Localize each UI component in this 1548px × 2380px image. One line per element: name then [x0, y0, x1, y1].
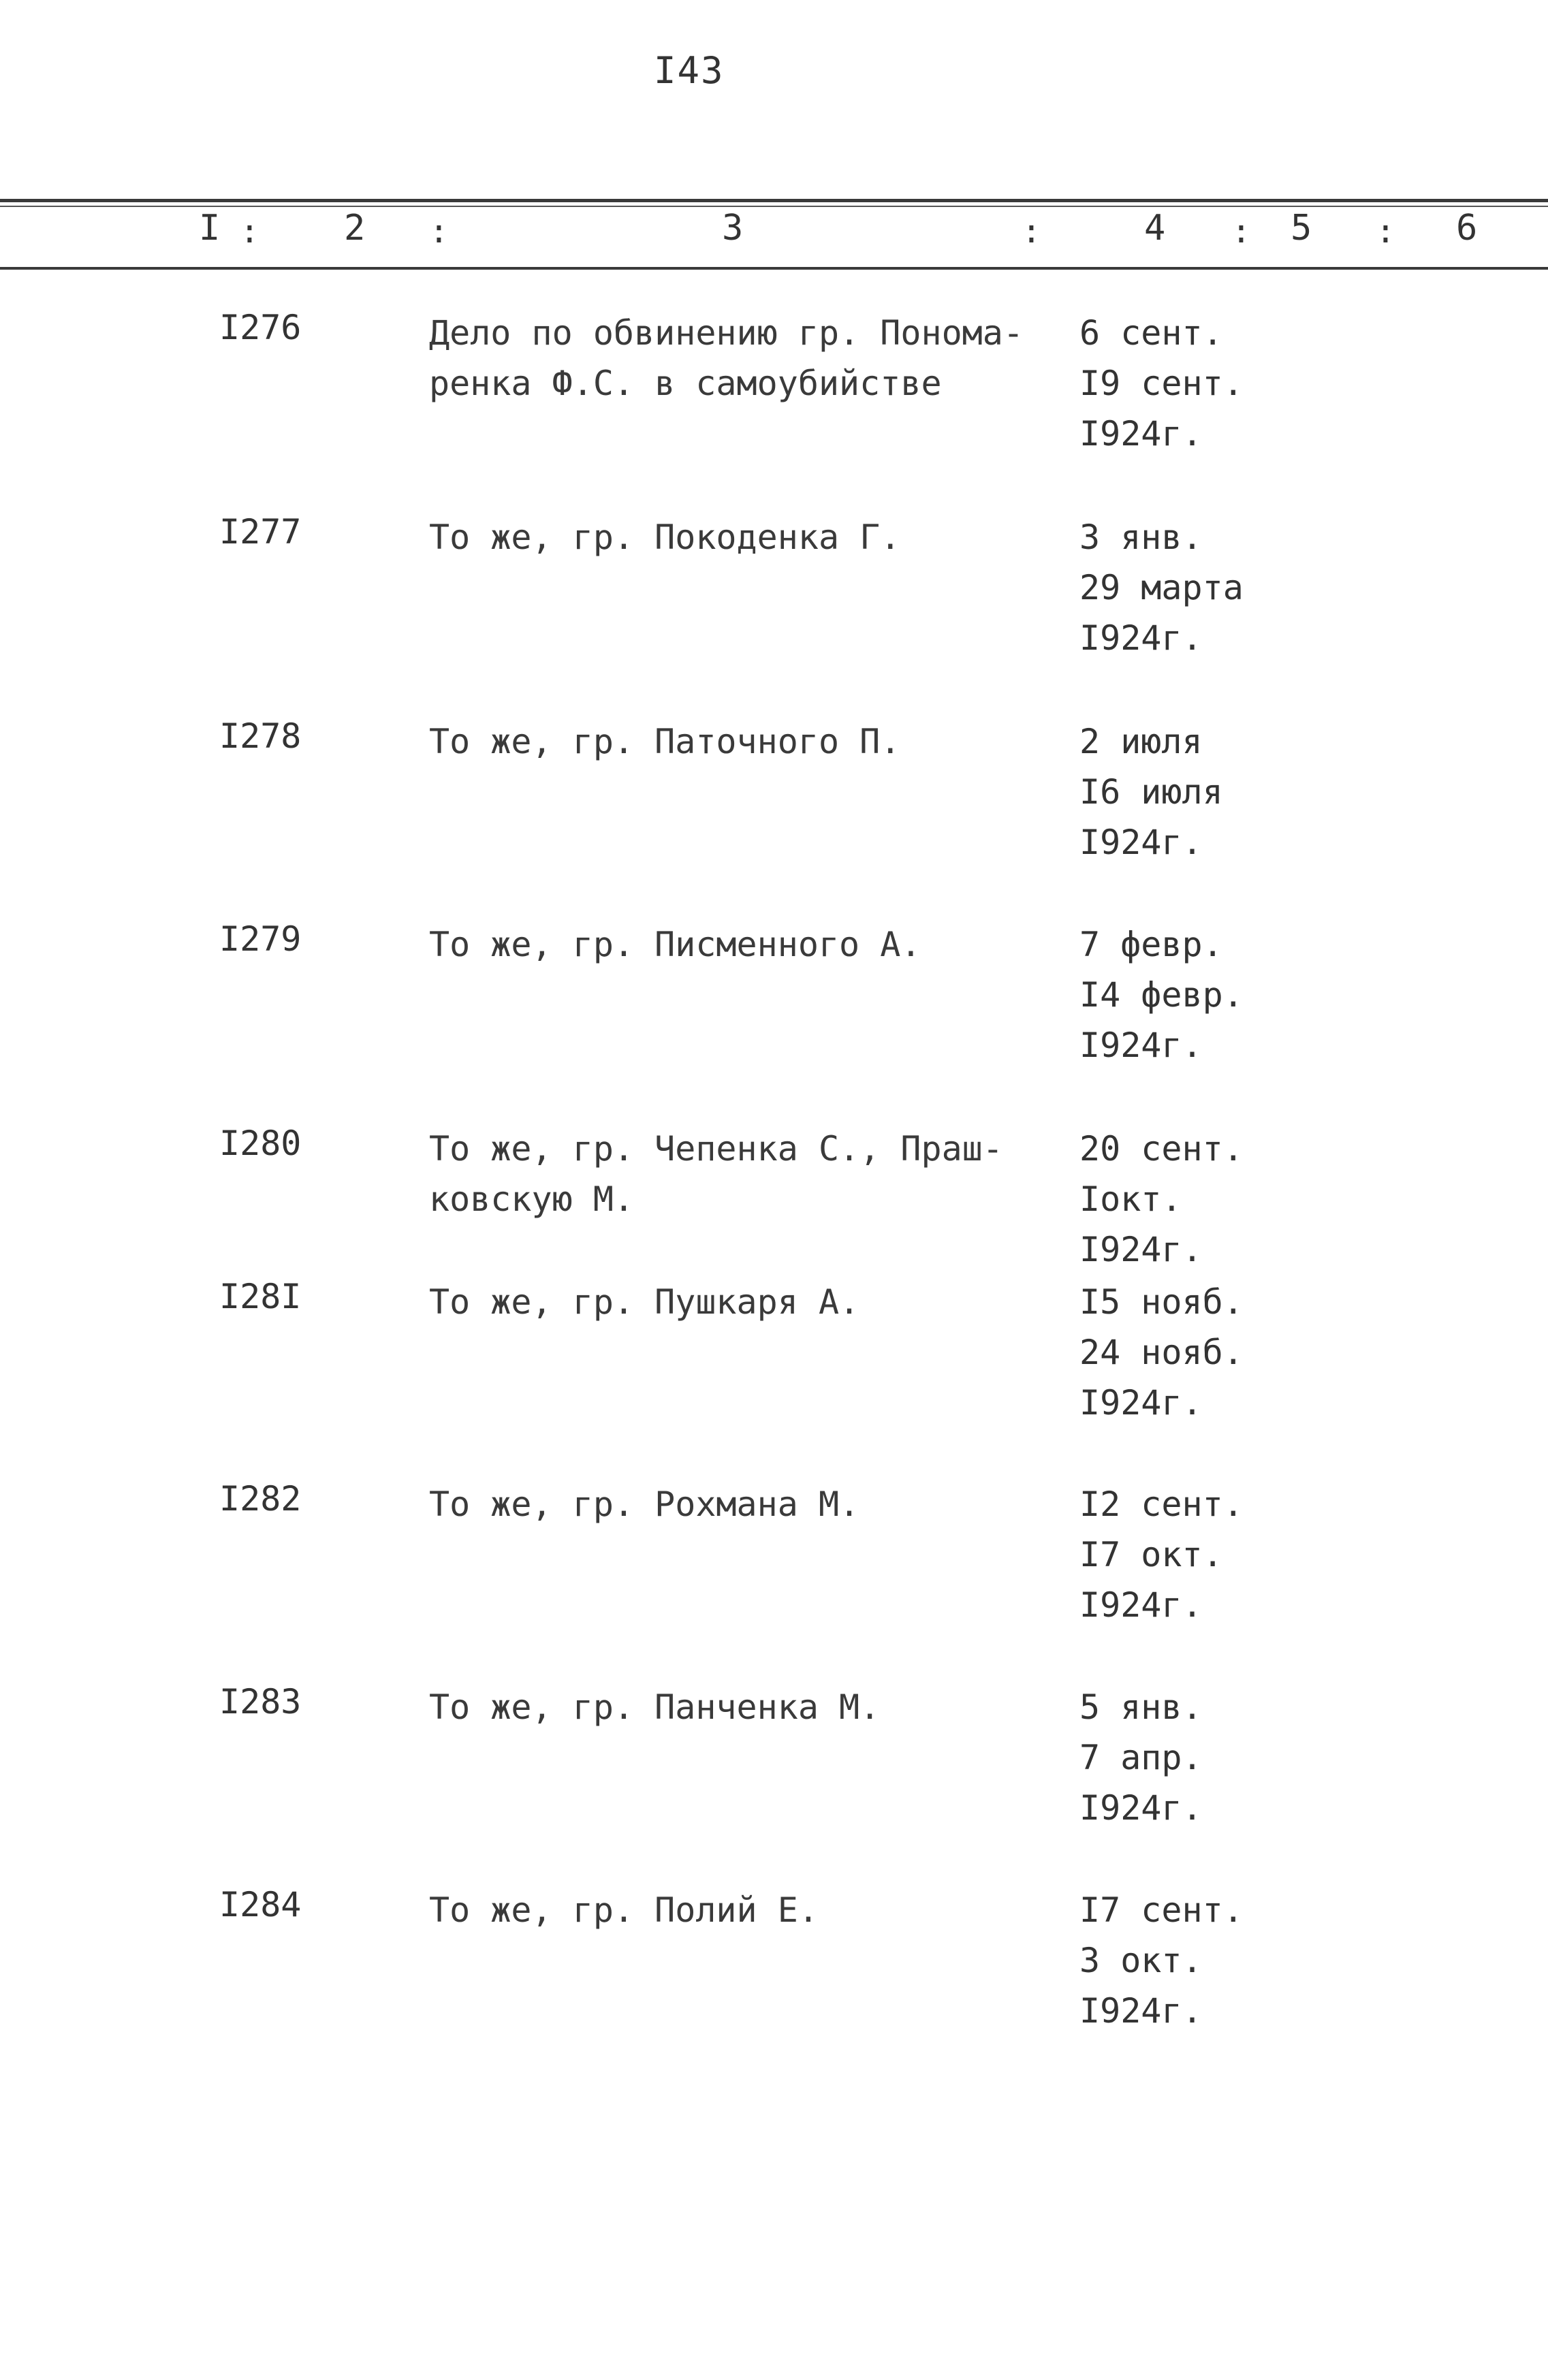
entry-description: То же, гр. Паточного П.	[429, 722, 901, 761]
entry-description: Дело по обвинению гр. Понома- ренка Ф.С. в самоубийстве	[429, 313, 1024, 403]
column-header-3: 3	[722, 208, 744, 249]
entry-dates	[1079, 1124, 1365, 1275]
entry-description: То же, гр. Писменного А.	[429, 925, 921, 964]
entry-description: То же, гр. Полий Е.	[429, 1890, 819, 1930]
entry-number: I277	[219, 512, 302, 552]
column-separator: :	[1022, 212, 1041, 251]
page-number: I43	[654, 49, 725, 92]
date-year: I924г.	[1079, 1383, 1203, 1423]
entry-dates	[1079, 512, 1365, 663]
column-header-1: I	[199, 208, 221, 249]
entry-number: I276	[219, 308, 302, 347]
column-header-2: 2	[344, 208, 366, 249]
table-top-rule-thin	[0, 206, 1548, 207]
date-year: I924г.	[1079, 823, 1203, 862]
entry-dates	[1079, 1885, 1365, 2036]
date-end: I9 сент.	[1079, 364, 1244, 403]
entry-number: I280	[219, 1124, 302, 1163]
date-end: 24 нояб.	[1079, 1333, 1244, 1372]
entry-number: I284	[219, 1885, 302, 1924]
date-end: 3 окт.	[1079, 1941, 1203, 1980]
entry-number: I278	[219, 716, 302, 756]
date-end: I4 февр.	[1079, 975, 1244, 1015]
entry-description: То же, гр. Панченка М.	[429, 1687, 881, 1727]
entry-dates	[1079, 308, 1365, 459]
entry-number: I279	[219, 919, 302, 959]
column-separator: :	[1231, 212, 1251, 251]
entry-number: I283	[219, 1682, 302, 1721]
date-year: I924г.	[1079, 1585, 1203, 1625]
date-start: I7 сент.	[1079, 1890, 1244, 1930]
date-start: 5 янв.	[1079, 1687, 1203, 1727]
date-year: I924г.	[1079, 414, 1203, 454]
date-end: 29 марта	[1079, 568, 1244, 607]
date-start: I5 нояб.	[1079, 1282, 1244, 1322]
date-start: 6 сент.	[1079, 313, 1223, 353]
date-start: 3 янв.	[1079, 518, 1203, 557]
table-bottom-rule	[0, 267, 1548, 270]
date-start: I2 сент.	[1079, 1485, 1244, 1524]
date-end: 7 апр.	[1079, 1738, 1203, 1777]
date-start: 2 июля	[1079, 722, 1203, 761]
entry-dates	[1079, 1682, 1365, 1833]
date-year: I924г.	[1079, 1788, 1203, 1828]
column-separator: :	[1376, 212, 1395, 251]
entry-dates	[1079, 1479, 1365, 1630]
column-header-6: 6	[1456, 208, 1478, 249]
date-year: I924г.	[1079, 1026, 1203, 1065]
date-year: I924г.	[1079, 1991, 1203, 2031]
date-end: Iокт.	[1079, 1179, 1182, 1219]
entry-description: То же, гр. Пушкаря А.	[429, 1282, 860, 1322]
date-start: 7 февр.	[1079, 925, 1223, 964]
entry-dates	[1079, 716, 1365, 868]
date-end: I6 июля	[1079, 772, 1223, 812]
entry-number: I282	[219, 1479, 302, 1519]
entry-description: То же, гр. Покоденка Г.	[429, 518, 901, 557]
date-year: I924г.	[1079, 618, 1203, 658]
entry-dates	[1079, 1277, 1365, 1428]
table-top-rule	[0, 199, 1548, 202]
column-separator: :	[240, 212, 259, 251]
entry-number: I28I	[219, 1277, 302, 1316]
date-year: I924г.	[1079, 1230, 1203, 1269]
entry-dates	[1079, 919, 1365, 1070]
date-start: 20 сент.	[1079, 1129, 1244, 1169]
column-separator: :	[429, 212, 449, 251]
entry-description: То же, гр. Рохмана М.	[429, 1485, 860, 1524]
date-end: I7 окт.	[1079, 1535, 1223, 1574]
column-header-4: 4	[1144, 208, 1166, 249]
column-header-5: 5	[1291, 208, 1312, 249]
entry-description: То же, гр. Чепенка С., Праш- ковскую М.	[429, 1129, 1003, 1219]
